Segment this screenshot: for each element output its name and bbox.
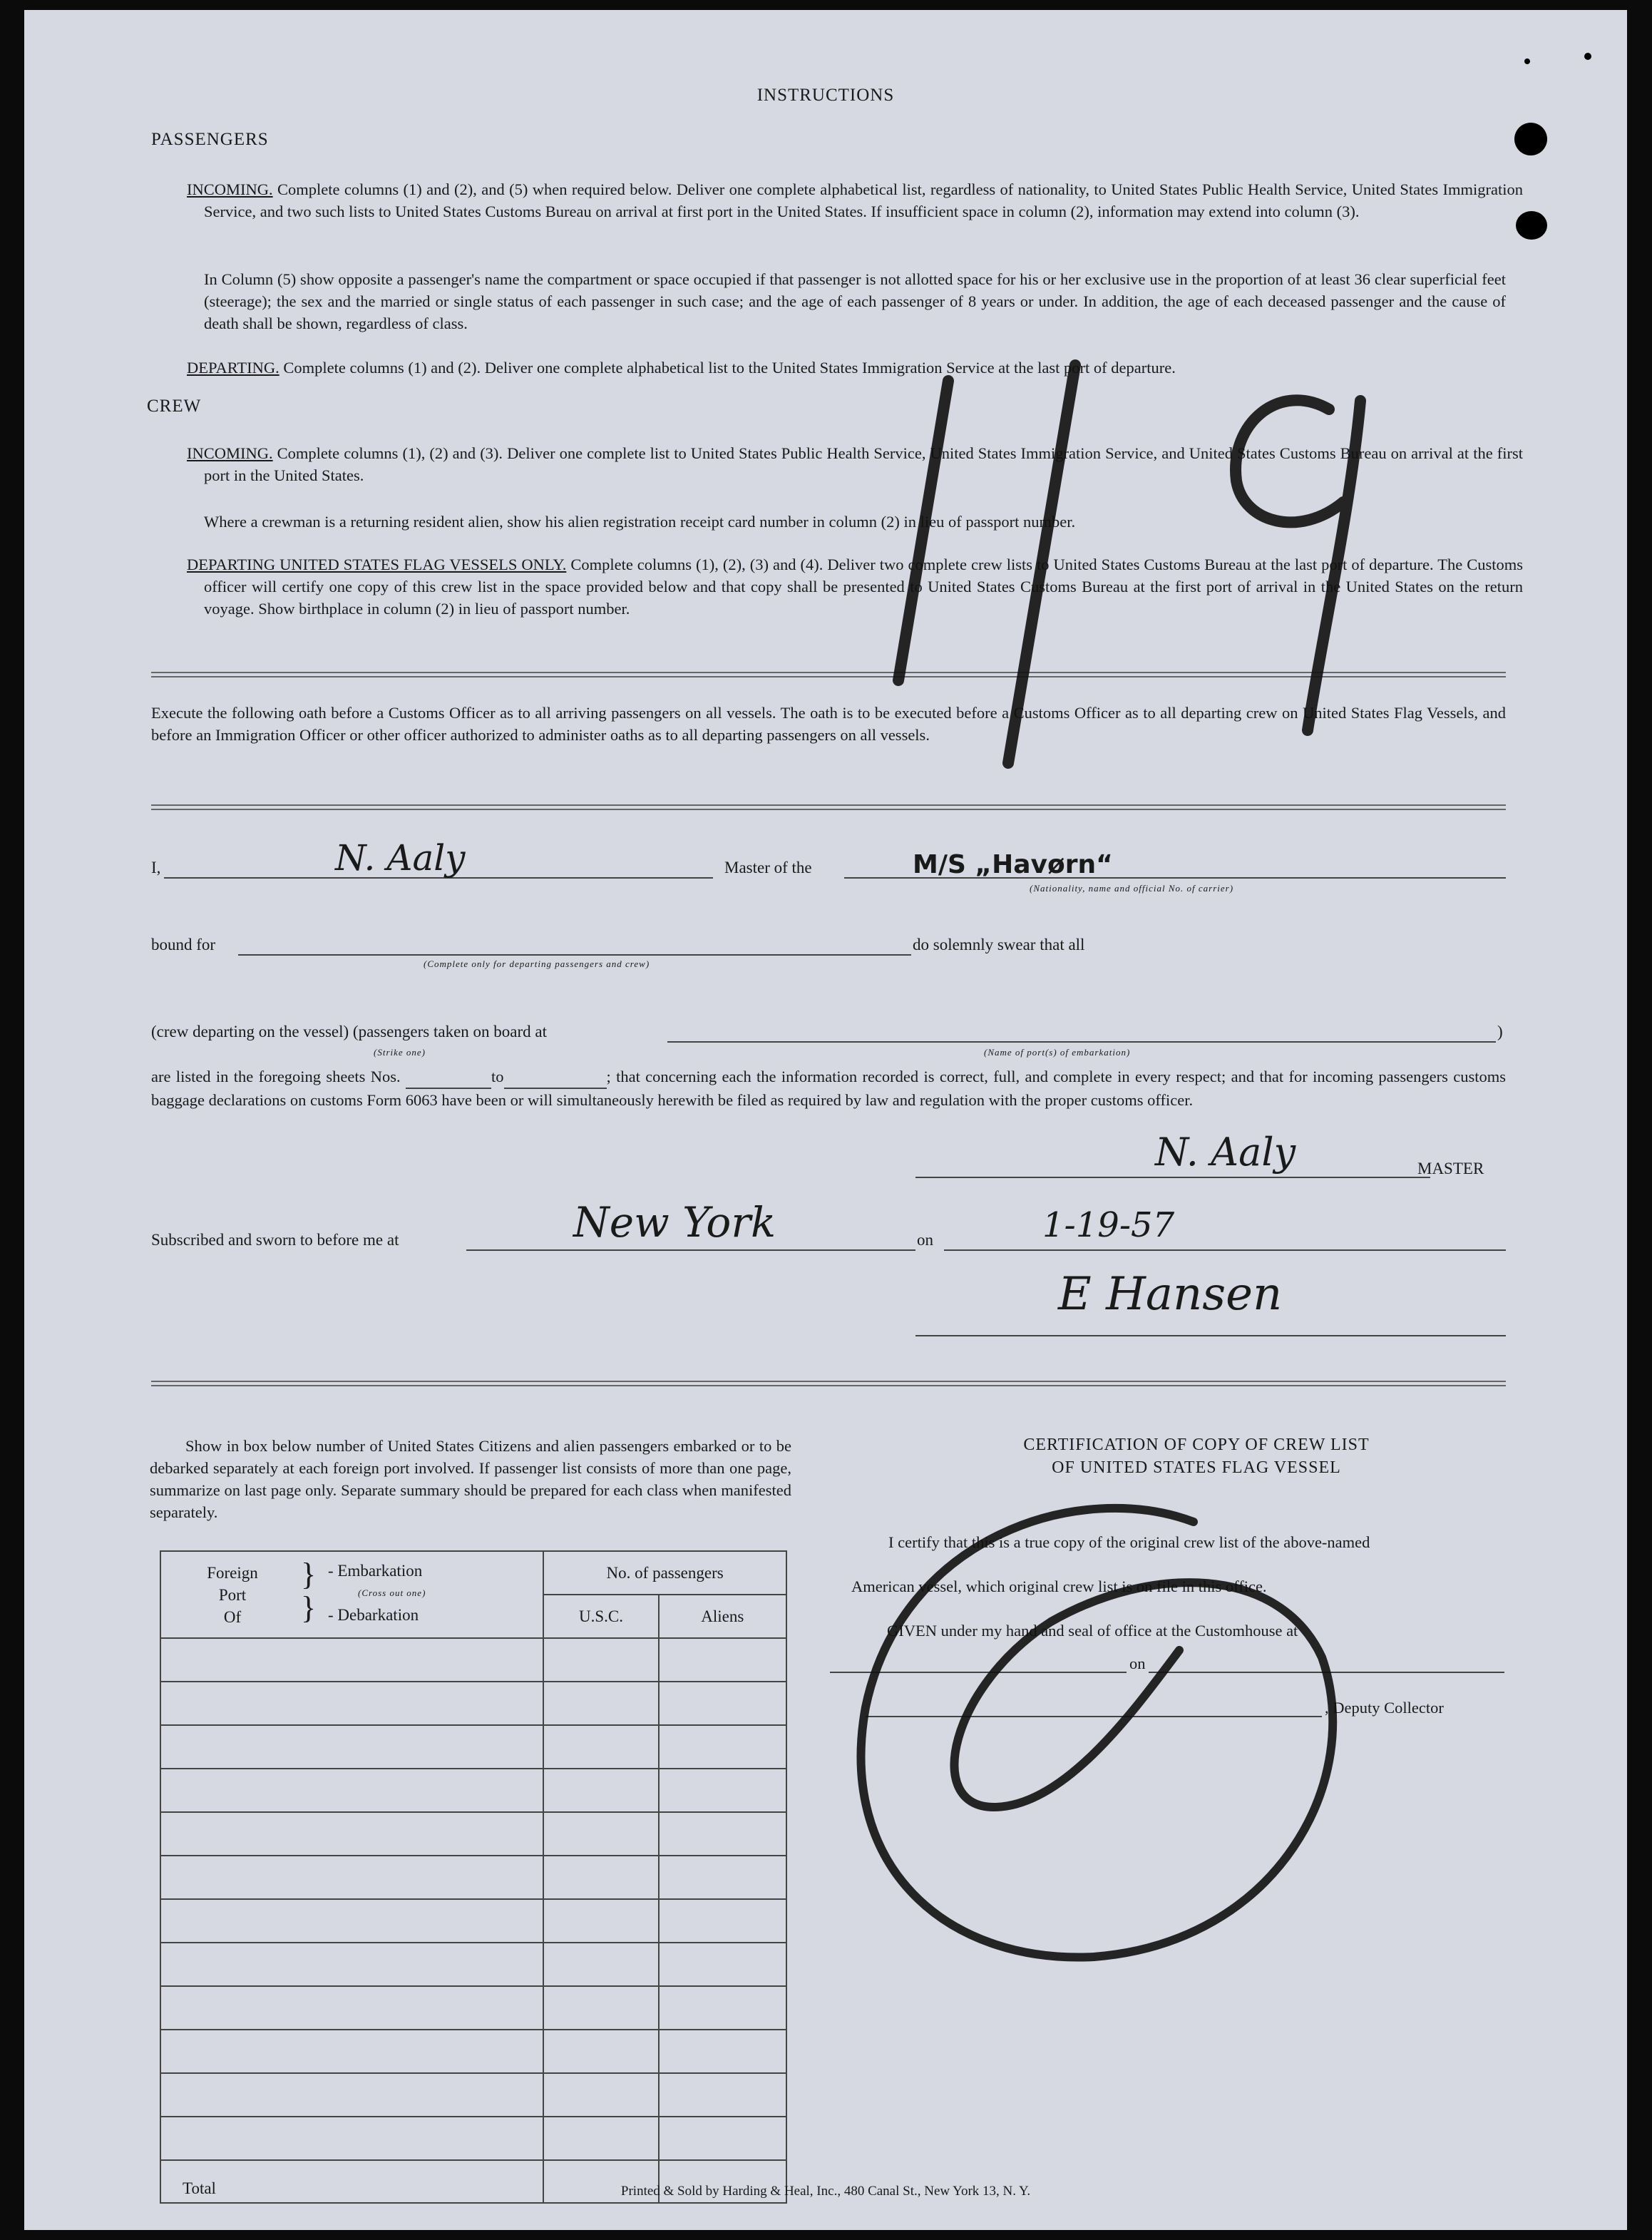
embarkation-label: - Embarkation — [328, 1562, 423, 1580]
place-value: New York — [573, 1198, 776, 1247]
certify-text: I certify that this is a true copy of the original crew list of the above-named — [888, 1533, 1370, 1551]
crew-heading: CREW — [147, 397, 202, 416]
certification-title-line2: OF UNITED STATES FLAG VESSEL — [1052, 1458, 1341, 1477]
cert-on-label: on — [1127, 1655, 1149, 1673]
crew-departing-label: DEPARTING UNITED STATES FLAG VESSELS ONLY. — [187, 556, 567, 573]
scribble-loop — [861, 1508, 1333, 1958]
bound-for-label: bound for — [151, 936, 216, 953]
listed-text-1: are listed in the foregoing sheets Nos. — [151, 1068, 401, 1085]
i-label: I, — [151, 859, 161, 876]
brace: } — [301, 1593, 317, 1628]
on-label: on — [917, 1231, 933, 1249]
printer-footer: Printed & Sold by Harding & Heal, Inc., 480 Canal St., New York 13, N. Y. — [620, 2184, 1031, 2199]
usc-header: U.S.C. — [543, 1595, 658, 1638]
crew-incoming-label: INCOMING. — [187, 444, 273, 462]
passengers-departing-text: Complete columns (1) and (2). Deliver one complete alphabetical list to the United States Immigration Service at the last port of departure. — [279, 359, 1176, 377]
stamp-digit-9-tail — [1308, 401, 1360, 730]
debarkation-label: - Debarkation — [328, 1606, 419, 1624]
brace: } — [301, 1557, 317, 1592]
stamp-digit-9-loop — [1236, 400, 1343, 522]
aliens-header: Aliens — [659, 1595, 786, 1638]
col-of: Of — [223, 1608, 242, 1626]
close-paren: ) — [1497, 1023, 1503, 1040]
master-label: MASTER — [1417, 1160, 1484, 1177]
summary-instructions: Show in box below number of United States Citizens and alien passengers embarked or to be debarked separately at each foreign port involved. If passenger list consists of more than one page, summarize on last page only. Separate summary should be prepared for each class when manifested separately. — [150, 1437, 791, 1521]
vessel-value: M/S „Havørn“ — [913, 850, 1113, 879]
passengers-column5-paragraph: In Column (5) show opposite a passenger's name the compartment or space occupied if that passenger is not allotted space for his or her exclusive use in the proportion of at least 36 clear superficial feet (steerage); the sex and the married or single status of each passenger in such case; and the age of each passenger of 8 years or under. In addition, the age of each deceased passenger and the cause of death shall be shown, regardless of class. — [204, 270, 1506, 332]
ports-caption: (Name of port(s) of embarkation) — [984, 1047, 1131, 1058]
cross-out-caption: (Cross out one) — [358, 1587, 426, 1598]
stamp-digit-1a — [898, 381, 948, 680]
document-page — [24, 10, 1627, 2230]
no-of-passengers-header: No. of passengers — [543, 1551, 786, 1595]
strike-one-caption: (Strike one) — [374, 1047, 426, 1058]
page-title: INSTRUCTIONS — [756, 86, 895, 105]
given-text: GIVEN under my hand and seal of office at the Customhouse at — [887, 1622, 1298, 1640]
col-foreign: Foreign — [207, 1564, 258, 1582]
crew-departing-text: Complete columns (1), (2), (3) and (4). Deliver two complete crew lists to United States Customs Bureau at the last port of departure. The Customs officer will certify one copy of this crew list in the space provided below and that copy shall be presented to United States Customs Bureau at the first port of arrival in the United States on the return voyage. Show birthplace in column (2) in lieu of passport number. — [204, 556, 1523, 618]
crayon-markings — [24, 10, 1627, 2230]
passengers-incoming-label: INCOMING. — [187, 180, 273, 198]
officer-signature: E Hansen — [1058, 1268, 1283, 1321]
master-signature: N. Aaly — [1155, 1130, 1296, 1175]
subscribed-label: Subscribed and sworn to before me at — [151, 1231, 399, 1249]
listed-to: to — [491, 1068, 504, 1085]
certification-title-line1: CERTIFICATION OF COPY OF CREW LIST — [1023, 1436, 1370, 1454]
deputy-collector-label: , Deputy Collector — [1325, 1699, 1444, 1717]
swear-label: do solemnly swear that all — [913, 936, 1085, 953]
crew-resident-paragraph: Where a crewman is a returning resident alien, show his alien registration receipt card number in column (2) in lieu of passport number. — [204, 513, 1076, 531]
crew-departing-label: (crew departing on the vessel) (passengers taken on board at — [151, 1023, 547, 1040]
stamp-digit-1b — [1008, 365, 1075, 763]
oath-intro-paragraph: Execute the following oath before a Customs Officer as to all arriving passengers on all vessels. The oath is to be executed before a Customs Officer as to all departing crew on United States Flag Vessels, and before an Immigration Officer or other officer authorized to administer oaths as to all departing passengers on all vessels. — [151, 704, 1506, 744]
listed-text-2: ; that concerning each the information recorded is correct, full, and complete in every respect; and that for incoming passengers customs baggage declarations on customs Form 6063 have been or will simultaneously herewith be filed as required by law and regulation with the proper customs officer. — [151, 1068, 1506, 1109]
passengers-heading: PASSENGERS — [151, 130, 269, 149]
american-vessel-text: American vessel, which original crew list is on file in this office. — [851, 1577, 1267, 1595]
passengers-departing-label: DEPARTING. — [187, 359, 279, 377]
master-name-signature: N. Aaly — [335, 837, 466, 879]
vessel-caption: (Nationality, name and official No. of carrier) — [1030, 883, 1234, 894]
date-value: 1-19-57 — [1042, 1205, 1175, 1245]
master-of-label: Master of the — [724, 859, 812, 876]
crew-incoming-text: Complete columns (1), (2) and (3). Deliver one complete list to United States Public Health Service, United States Immigration Service, and United States Customs Bureau on arrival at the first port in the United States. — [204, 444, 1523, 484]
total-label: Total — [160, 2160, 543, 2203]
bound-for-caption: (Complete only for departing passengers and crew) — [424, 958, 650, 969]
stamp-number: 1119 — [1126, 828, 1147, 839]
col-port: Port — [218, 1586, 247, 1604]
passengers-incoming-text: Complete columns (1) and (2), and (5) when required below. Deliver one complete alphabetical list, regardless of nationality, to United States Public Health Service, United States Immigration Service, and two such lists to United States Customs Bureau on arrival at first port in the United States. If insufficient space in column (2), information may extend into column (3). — [204, 180, 1523, 220]
